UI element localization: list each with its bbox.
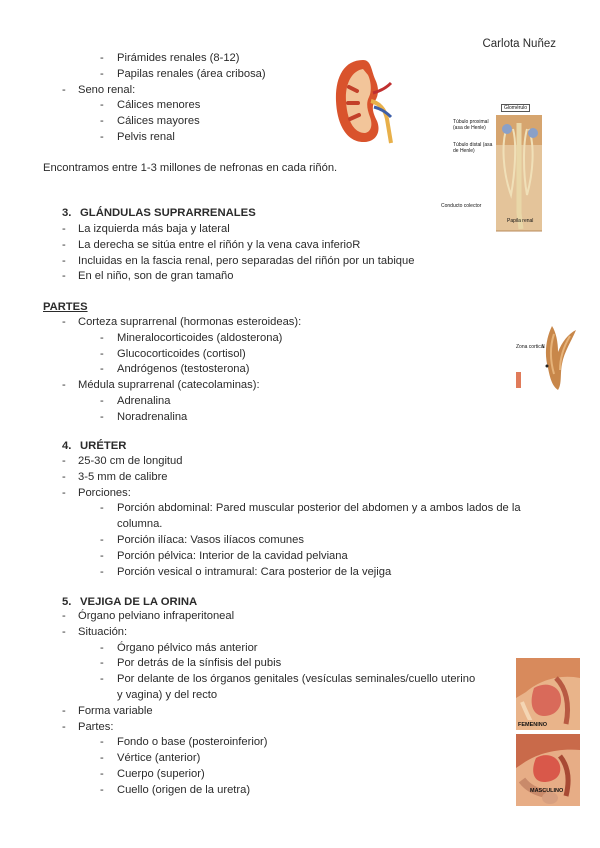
list-item: - Pirámides renales (8-12) (42, 51, 342, 67)
section-number: 4. (62, 440, 72, 452)
list-item: - Médula suprarrenal (catecolaminas): (42, 378, 462, 394)
suprarrenales-partes-list (42, 315, 462, 426)
list-item: - Pelvis renal (42, 130, 342, 146)
list-item: - Órgano pelviano infraperitoneal (42, 609, 482, 625)
list-item: - Glucocorticoides (cortisol) (42, 347, 462, 363)
list-item: - Partes: (42, 720, 482, 736)
nephron-label-conducto: Conducto colector (441, 203, 482, 209)
male-pelvis-figure (516, 734, 580, 806)
list-item: - La derecha se sitúa entre el riñón y la vena cava inferioR (42, 238, 482, 254)
list-item: - Fondo o base (posteroinferior) (42, 735, 482, 751)
adrenal-figure (514, 324, 580, 392)
section-number: 3. (62, 207, 72, 219)
list-item: - Incluidas en la fascia renal, pero separadas del riñón por un tabique (42, 254, 482, 270)
list-item: - Forma variable (42, 704, 482, 720)
male-label: MASCULINO (530, 788, 564, 794)
nephron-label-glomerulo: Glomérulo (501, 104, 530, 112)
list-item: - Cuerpo (superior) (42, 767, 482, 783)
adrenal-illustration (514, 324, 580, 392)
section-heading-suprarrenales (62, 206, 256, 222)
list-item: - Porción pélvica: Interior de la cavidad pelviana (42, 549, 562, 565)
female-pelvis-illustration (516, 658, 580, 730)
section-number: 5. (62, 596, 72, 608)
section-title: URÉTER (80, 440, 127, 452)
kidney-illustration (333, 57, 395, 145)
list-item: - Porción vesical o intramural: Cara posterior de la vejiga (42, 565, 562, 581)
kidney-list (42, 51, 342, 146)
nephron-label-distal: Túbulo distal (asa de Henle) (453, 142, 493, 154)
list-item: - Por delante de los órganos genitales (vesículas seminales/cuello uterino y vagina) y del recto (42, 672, 482, 704)
suprarrenales-list (42, 222, 482, 285)
author-name: Carlota Nuñez (482, 38, 556, 50)
nephron-label-papila: Papila renal (507, 218, 534, 224)
list-item: - Cuello (origen de la uretra) (42, 783, 482, 799)
adrenal-label: Zona cortical (516, 344, 545, 350)
list-item: - Porciones: (42, 486, 562, 502)
list-item: - Vértice (anterior) (42, 751, 482, 767)
list-item: - Seno renal: (42, 83, 342, 99)
list-item: - 3-5 mm de calibre (42, 470, 562, 486)
list-item: - Corteza suprarrenal (hormonas esteroideas): (42, 315, 462, 331)
list-item: - 25-30 cm de longitud (42, 454, 562, 470)
ureter-list (42, 454, 562, 580)
list-item: - Situación: (42, 625, 482, 641)
nephron-count-text: Encontramos entre 1-3 millones de nefronas en cada riñón. (43, 162, 338, 174)
section-title: VEJIGA DE LA ORINA (80, 596, 198, 608)
list-item: - Porción abdominal: Pared muscular posterior del abdomen y a ambos lados de la columna. (42, 501, 562, 533)
list-item: - En el niño, son de gran tamaño (42, 269, 482, 285)
vejiga-list (42, 609, 482, 799)
list-item: - La izquierda más baja y lateral (42, 222, 482, 238)
list-item: - Mineralocorticoides (aldosterona) (42, 331, 462, 347)
nephron-label-proximal: Túbulo proximal (asa de Henle) (453, 119, 489, 131)
list-item: - Andrógenos (testosterona) (42, 362, 462, 378)
partes-heading: PARTES (43, 301, 88, 313)
male-pelvis-illustration (516, 734, 580, 806)
list-item: - Noradrenalina (42, 410, 462, 426)
female-label: FEMENINO (518, 722, 548, 728)
nephron-figure (441, 103, 545, 233)
section-title: GLÁNDULAS SUPRARRENALES (80, 207, 256, 219)
list-item: - Por detrás de la sínfisis del pubis (42, 656, 482, 672)
list-item: - Adrenalina (42, 394, 462, 410)
list-item: - Cálices menores (42, 98, 342, 114)
section-heading-ureter (62, 439, 126, 455)
list-item: - Papilas renales (área cribosa) (42, 67, 342, 83)
list-item: - Porción ilíaca: Vasos ilíacos comunes (42, 533, 562, 549)
list-item: - Cálices mayores (42, 114, 342, 130)
female-pelvis-figure (516, 658, 580, 730)
list-item: - Órgano pélvico más anterior (42, 641, 482, 657)
